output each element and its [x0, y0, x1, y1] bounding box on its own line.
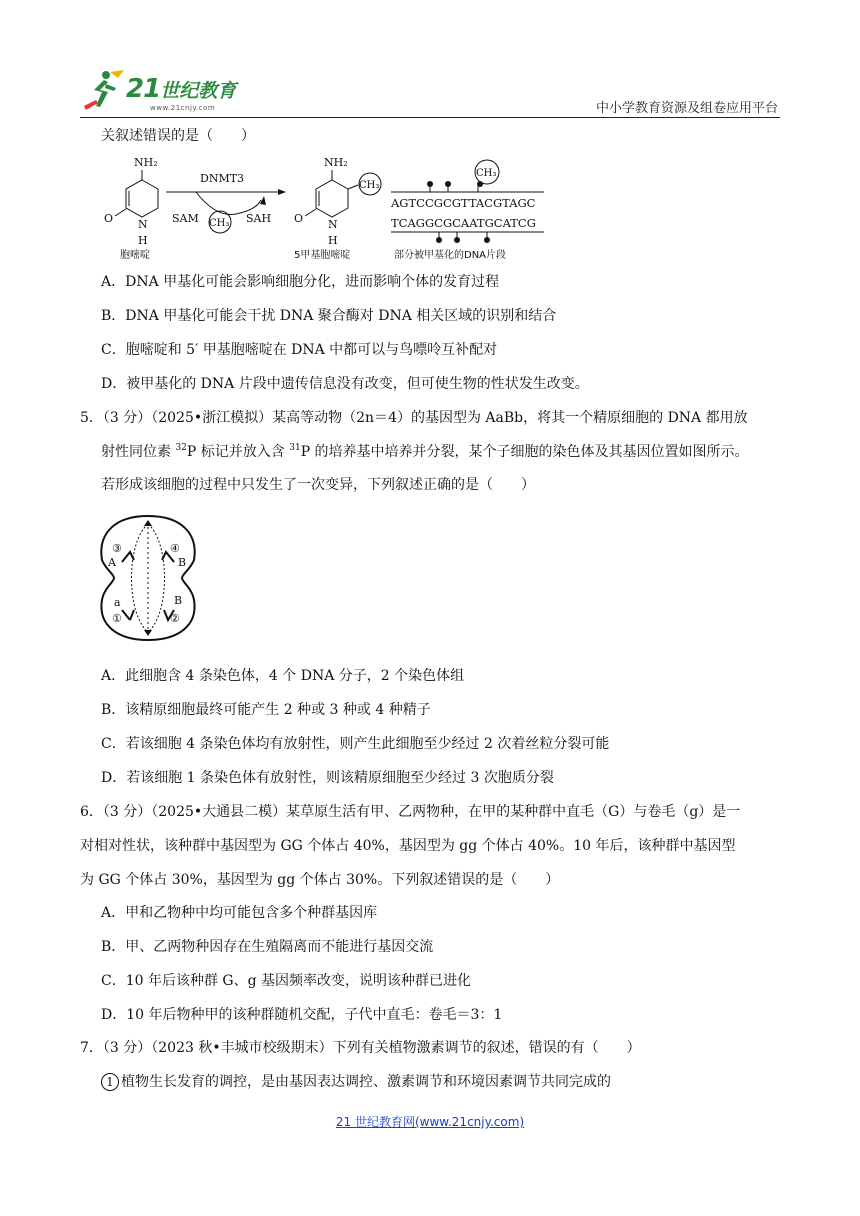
gene-a: a [114, 596, 121, 609]
chromosome-4-number: ④ [170, 542, 180, 555]
q6-line-1: 6．（3 分）（2025•大通县二模）某草原生活有甲、乙两物种，在甲的某种群中直毛（G）与卷毛（g）是一 [80, 804, 741, 820]
chromosome-2-number: ② [170, 612, 180, 625]
gene-B-bottom: B [174, 594, 183, 607]
site-logo [80, 66, 250, 116]
methylcytosine-h: H [328, 234, 338, 247]
strand-bottom: TCAGGCGCAATGCATCG [391, 216, 536, 230]
q5-option-d: D．若该细胞 1 条染色体有放射性，则该精原细胞至少经过 3 次胞质分裂 [101, 770, 554, 786]
q6-line-3: 为 GG 个体占 30%，基因型为 gg 个体占 30%。下列叙述错误的是（ ） [80, 872, 560, 888]
sah-label: SAH [246, 212, 272, 225]
q5-option-a: A．此细胞含 4 条染色体，4 个 DNA 分子，2 个染色体组 [101, 668, 465, 684]
q5-line-1: 5．（3 分）（2025•浙江模拟）某高等动物（2n＝4）的基因型为 AaBb，将其一个精原细胞的 DNA 都用放 [80, 410, 748, 426]
gene-B-top: B [178, 556, 187, 569]
logo-url: www.21cnjy.com [150, 104, 216, 112]
q5-line-2: 射性同位素 $^{32}$P 标记并放入含 $^{31}$P 的培养基中培养并分裂，某个子细胞的染色体及其基因位置如图所示。 [101, 443, 749, 460]
q5-line-3: 若形成该细胞的过程中只发生了一次变异，下列叙述正确的是（ ） [101, 477, 535, 493]
methylcytosine-nh2: NH₂ [324, 156, 348, 169]
item-number-circle: 1 [101, 1073, 119, 1091]
methylcytosine-n: N [328, 218, 338, 231]
q7-line-1: 7．（3 分）（2023 秋•丰城市校级期末）下列有关植物激素调节的叙述，错误的有（ ） [80, 1040, 641, 1056]
cytosine-nh2: NH₂ [134, 156, 158, 169]
q6-option-b: B．甲、乙两物种因存在生殖隔离而不能进行基因交流 [101, 939, 434, 955]
q5-option-c: C．若该细胞 4 条染色体均有放射性，则产生此细胞至少经过 2 次着丝粒分裂可能 [101, 736, 610, 752]
q4-option-d: D．被甲基化的 DNA 片段中遗传信息没有改变，但可使生物的性状发生改变。 [101, 376, 589, 392]
ch3-group: CH₃ [209, 218, 230, 229]
cytosine-h: H [138, 234, 148, 247]
platform-name: 中小学教育资源及组卷应用平台 [595, 101, 778, 116]
sam-label: SAM [172, 212, 199, 225]
q6-option-d: D．10 年后物种甲的该种群随机交配，子代中直毛：卷毛＝3：1 [101, 1007, 503, 1023]
cytosine-n: N [138, 218, 148, 231]
q5-cell-figure [98, 512, 198, 644]
footer-link[interactable]: 21 世纪教育网(www.21cnjy.com) [335, 1115, 525, 1129]
strand-ch3: CH₃ [476, 168, 497, 179]
fragment-label: 部分被甲基化的DNA片段 [394, 250, 507, 261]
q4-methylation-figure [96, 152, 556, 264]
q6-option-a: A．甲和乙物种中均可能包含多个种群基因库 [101, 905, 378, 921]
chromosome-1-number: ① [112, 612, 122, 625]
q6-line-2: 对相对性状，该种群中基因型为 GG 个体占 40%，基因型为 gg 个体占 40%。10 年后，该种群中基因型 [80, 838, 736, 854]
strand-top: AGTCCGCGTTACGTAGC [391, 196, 536, 210]
chromosome-3-number: ③ [112, 542, 122, 555]
runner-icon [80, 66, 128, 114]
q4-stem-tail: 关叙述错误的是（ ） [101, 128, 255, 144]
header-divider [80, 117, 780, 118]
cytosine-o: O [104, 212, 114, 225]
gene-A: A [108, 556, 116, 569]
methylcytosine-label: 5甲基胞嘧啶 [294, 250, 351, 261]
logo-text: 21世纪教育 [126, 74, 237, 104]
q7-item-1: 1 植物生长发育的调控，是由基因表达调控、激素调节和环境因素调节共同完成的 [101, 1072, 611, 1092]
cytosine-label: 胞嘧啶 [120, 250, 150, 261]
q6-option-c: C．10 年后该种群 G、g 基因频率改变，说明该种群已进化 [101, 973, 472, 989]
q4-option-a: A．DNA 甲基化可能会影响细胞分化，进而影响个体的发育过程 [101, 274, 500, 290]
q4-option-b: B．DNA 甲基化可能会干扰 DNA 聚合酶对 DNA 相关区域的识别和结合 [101, 308, 557, 324]
enzyme-label: DNMT3 [200, 172, 245, 185]
q4-option-c: C．胞嘧啶和 5′ 甲基胞嘧啶在 DNA 中都可以与鸟嘌呤互补配对 [101, 342, 498, 358]
methylcytosine-o: O [294, 212, 304, 225]
q5-option-b: B．该精原细胞最终可能产生 2 种或 3 种或 4 种精子 [101, 702, 431, 718]
methyl-ch3: CH₃ [359, 180, 380, 191]
